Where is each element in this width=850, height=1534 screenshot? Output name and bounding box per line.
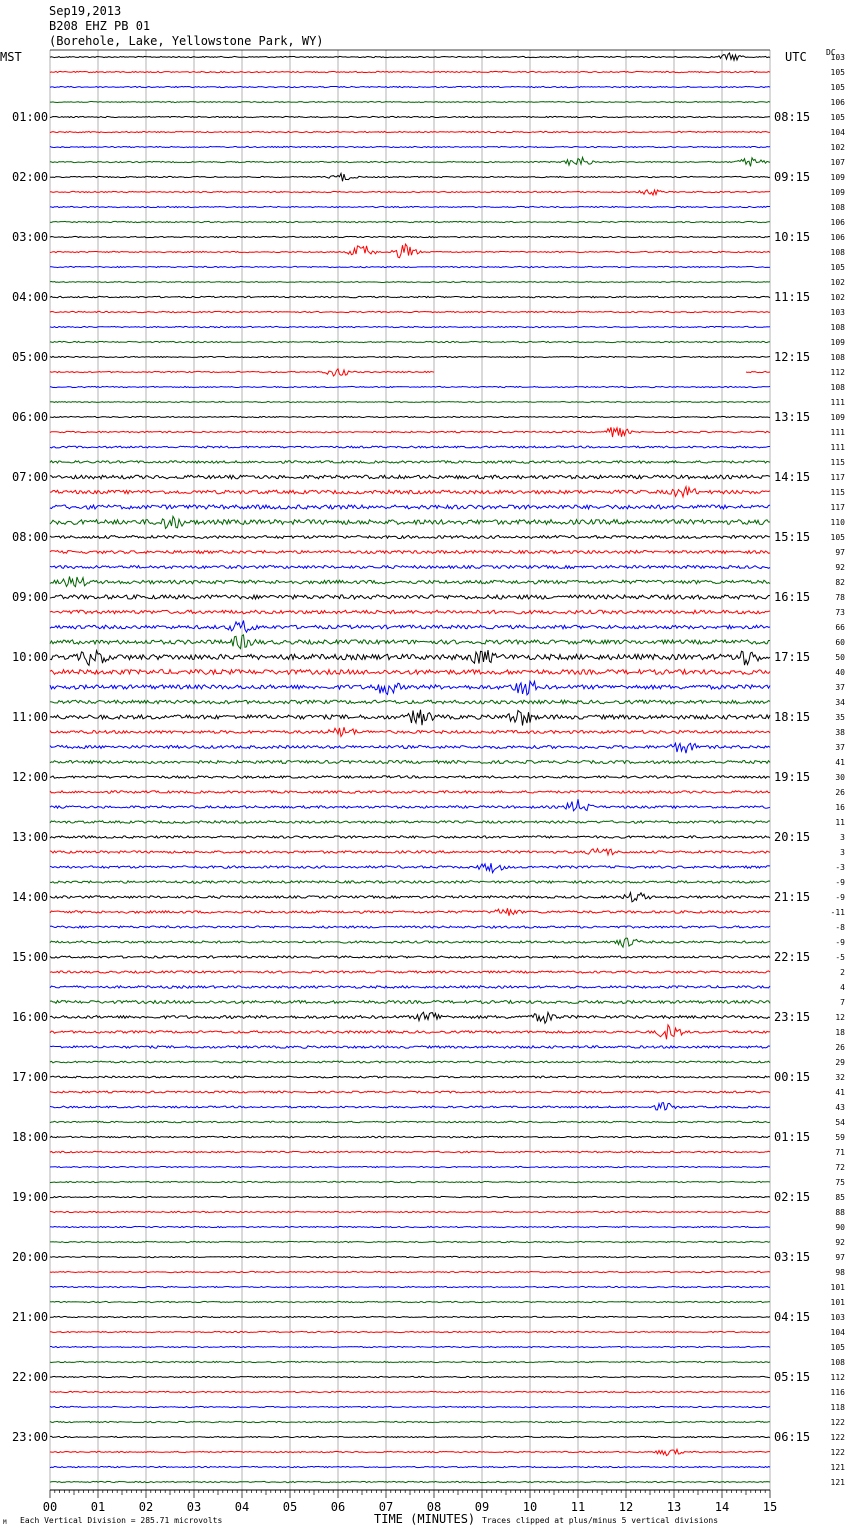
- trace-row: [50, 1241, 770, 1242]
- utc-hour-label: 20:15: [774, 830, 811, 844]
- dc-value: 92: [835, 1238, 845, 1247]
- dc-value: 111: [830, 443, 845, 452]
- dc-value: 2: [840, 968, 845, 977]
- dc-offset-labels: [831, 53, 846, 1487]
- trace-row: [50, 146, 770, 147]
- trace-row: [50, 863, 770, 873]
- trace-row: [50, 1271, 770, 1272]
- trace-row: [50, 173, 770, 181]
- trace-row: [50, 1316, 770, 1317]
- utc-hour-label: 04:15: [774, 1310, 811, 1324]
- trace-row: [50, 282, 770, 283]
- dc-value: 112: [830, 1373, 845, 1382]
- trace-row: [50, 1136, 770, 1137]
- utc-hour-label: 23:15: [774, 1010, 811, 1024]
- x-tick-label: 06: [330, 1500, 346, 1514]
- trace-row: [50, 1076, 770, 1078]
- mst-hour-label: 05:00: [12, 350, 49, 364]
- trace-row: [50, 206, 770, 207]
- trace-row: [50, 1061, 770, 1063]
- dc-value: 82: [835, 578, 845, 587]
- trace-row: [50, 516, 770, 528]
- dc-value: 73: [835, 608, 845, 617]
- utc-hour-label: 13:15: [774, 410, 811, 424]
- dc-value: 75: [835, 1178, 845, 1187]
- trace-row: [50, 1331, 770, 1332]
- dc-value: 106: [830, 233, 845, 242]
- dc-axis-label: DC: [826, 48, 836, 57]
- mst-hour-label: 17:00: [12, 1070, 49, 1084]
- mst-hour-label: 22:00: [12, 1370, 49, 1384]
- x-tick-label: 02: [138, 1500, 154, 1514]
- dc-value: 117: [830, 473, 845, 482]
- dc-value: 37: [835, 743, 845, 752]
- trace-row: [50, 761, 770, 764]
- trace-row: [50, 1151, 770, 1152]
- utc-hour-label: 06:15: [774, 1430, 811, 1444]
- dc-value: 16: [835, 803, 845, 812]
- footer-mark: M: [3, 1519, 7, 1526]
- dc-value: -8: [835, 923, 845, 932]
- dc-value: 40: [835, 668, 845, 677]
- utc-hour-label: 01:15: [774, 1130, 811, 1144]
- mst-axis-label: MST: [0, 50, 22, 64]
- trace-row: [50, 1211, 770, 1212]
- mst-hour-label: 18:00: [12, 1130, 49, 1144]
- trace-row: [50, 849, 770, 855]
- trace-row: [50, 505, 770, 509]
- trace-row: [50, 956, 770, 958]
- trace-row: [50, 1346, 770, 1347]
- trace-row: [50, 1025, 770, 1039]
- dc-value: 103: [830, 1313, 845, 1322]
- dc-value: 66: [835, 623, 845, 632]
- trace-row: [50, 1012, 770, 1023]
- dc-value: 108: [830, 383, 845, 392]
- x-tick-label: 01: [90, 1500, 106, 1514]
- dc-value: 105: [830, 263, 845, 272]
- dc-value: 115: [830, 488, 845, 497]
- dc-value: 7: [840, 998, 845, 1007]
- trace-row: [50, 1181, 770, 1182]
- x-tick-label: 11: [570, 1500, 586, 1514]
- dc-value: 122: [830, 1418, 845, 1427]
- trace-row: [50, 1286, 770, 1287]
- trace-group: [50, 53, 770, 1483]
- trace-row: [50, 986, 770, 988]
- trace-row: [50, 157, 770, 166]
- dc-value: 106: [830, 218, 845, 227]
- trace-row: [50, 116, 770, 117]
- x-tick-label: 15: [762, 1500, 778, 1514]
- trace-row: [50, 266, 770, 267]
- x-tick-label: 09: [474, 1500, 490, 1514]
- utc-hour-label: 03:15: [774, 1250, 811, 1264]
- dc-value: -9: [835, 938, 845, 947]
- dc-value: 26: [835, 1043, 845, 1052]
- x-axis-title: TIME (MINUTES): [374, 1512, 476, 1526]
- mst-hour-label: 21:00: [12, 1310, 49, 1324]
- trace-row: [50, 244, 770, 258]
- dc-value: 85: [835, 1193, 845, 1202]
- dc-value: 118: [830, 1403, 845, 1412]
- trace-row: [50, 700, 770, 704]
- trace-row: [50, 1406, 770, 1407]
- trace-row: [50, 1256, 770, 1257]
- dc-value: 3: [840, 848, 845, 857]
- x-tick-label: 10: [522, 1500, 538, 1514]
- date-label: Sep19,2013: [49, 4, 122, 18]
- mst-hour-label: 09:00: [12, 590, 49, 604]
- trace-row: [50, 595, 770, 599]
- x-tick-label: 03: [186, 1500, 202, 1514]
- dc-value: 97: [835, 1253, 845, 1262]
- dc-value: 108: [830, 1358, 845, 1367]
- dc-value: 110: [830, 518, 845, 527]
- dc-value: 105: [830, 113, 845, 122]
- mst-hour-label: 01:00: [12, 110, 49, 124]
- utc-hour-label: 11:15: [774, 290, 811, 304]
- dc-value: 41: [835, 758, 845, 767]
- dc-value: 103: [830, 53, 845, 62]
- dc-value: 103: [830, 308, 845, 317]
- x-tick-label: 08: [426, 1500, 442, 1514]
- x-tick-label: 00: [42, 1500, 58, 1514]
- trace-row: [50, 710, 770, 726]
- x-tick-label: 14: [714, 1500, 730, 1514]
- dc-value: 12: [835, 1013, 845, 1022]
- utc-hour-label: 05:15: [774, 1370, 811, 1384]
- trace-row: [50, 1449, 770, 1455]
- trace-row: [50, 461, 770, 463]
- trace-row: [50, 1226, 770, 1227]
- dc-value: 50: [835, 653, 845, 662]
- dc-value: -9: [835, 893, 845, 902]
- dc-value: 41: [835, 1088, 845, 1097]
- dc-value: 35: [835, 713, 845, 722]
- trace-row: [50, 1481, 770, 1482]
- trace-row: [50, 131, 770, 132]
- trace-row: [50, 86, 770, 87]
- dc-value: 106: [830, 98, 845, 107]
- dc-value: 101: [830, 1298, 845, 1307]
- dc-value: 116: [830, 1388, 845, 1397]
- x-tick-label: 12: [618, 1500, 634, 1514]
- trace-row: [50, 1361, 770, 1362]
- trace-row: [50, 326, 770, 327]
- utc-axis-label: UTC: [785, 50, 807, 64]
- clip-note: Traces clipped at plus/minus 5 vertical divisions: [482, 1516, 719, 1525]
- dc-value: 121: [830, 1478, 845, 1487]
- trace-row: [50, 610, 770, 614]
- utc-hour-label: 18:15: [774, 710, 811, 724]
- x-tick-label: 05: [282, 1500, 298, 1514]
- dc-value: 34: [835, 698, 845, 707]
- dc-value: -9: [835, 878, 845, 887]
- dc-value: 72: [835, 1163, 845, 1172]
- dc-value: 98: [835, 1268, 845, 1277]
- trace-row: [50, 296, 770, 297]
- dc-value: 115: [830, 458, 845, 467]
- trace-row: [50, 236, 770, 237]
- dc-value: -5: [835, 953, 845, 962]
- dc-value: 109: [830, 173, 845, 182]
- mst-hour-label: 14:00: [12, 890, 49, 904]
- utc-hour-label: 17:15: [774, 650, 811, 664]
- x-tick-label: 13: [666, 1500, 682, 1514]
- dc-value: 38: [835, 728, 845, 737]
- utc-hour-label: 16:15: [774, 590, 811, 604]
- trace-row: [50, 908, 770, 916]
- dc-value: 29: [835, 1058, 845, 1067]
- utc-hour-label: 15:15: [774, 530, 811, 544]
- trace-row: [50, 102, 770, 103]
- dc-value: 105: [830, 83, 845, 92]
- dc-value: 71: [835, 1148, 845, 1157]
- mst-hour-label: 15:00: [12, 950, 49, 964]
- utc-hour-label: 08:15: [774, 110, 811, 124]
- hour-labels: [12, 110, 810, 1444]
- trace-row: [50, 1001, 770, 1004]
- trace-row: [50, 621, 770, 633]
- trace-row: [50, 893, 770, 902]
- dc-value: 111: [830, 428, 845, 437]
- trace-row: [50, 369, 770, 376]
- mst-hour-label: 12:00: [12, 770, 49, 784]
- dc-value: 107: [830, 158, 845, 167]
- dc-value: 122: [830, 1448, 845, 1457]
- dc-value: 109: [830, 188, 845, 197]
- trace-row: [50, 1301, 770, 1302]
- mst-hour-label: 20:00: [12, 1250, 49, 1264]
- mst-hour-label: 16:00: [12, 1010, 49, 1024]
- trace-row: [50, 356, 770, 357]
- dc-value: 121: [830, 1463, 845, 1472]
- dc-value: 112: [830, 368, 845, 377]
- trace-row: [50, 938, 770, 947]
- mst-hour-label: 07:00: [12, 470, 49, 484]
- utc-hour-label: 02:15: [774, 1190, 811, 1204]
- dc-value: 105: [830, 68, 845, 77]
- utc-hour-label: 21:15: [774, 890, 811, 904]
- trace-row: [50, 791, 770, 793]
- dc-value: 108: [830, 203, 845, 212]
- division-note: Each Vertical Division = 285.71 microvolts: [20, 1516, 223, 1525]
- dc-value: 4: [840, 983, 845, 992]
- trace-row: [50, 799, 770, 811]
- utc-hour-label: 22:15: [774, 950, 811, 964]
- dc-value: 78: [835, 593, 845, 602]
- utc-hour-label: 14:15: [774, 470, 811, 484]
- trace-row: [50, 341, 770, 342]
- dc-value: 105: [830, 533, 845, 542]
- mst-hour-label: 10:00: [12, 650, 49, 664]
- mst-hour-label: 06:00: [12, 410, 49, 424]
- trace-row: [50, 487, 770, 497]
- trace-row: [50, 1103, 770, 1110]
- trace-row: [50, 650, 770, 665]
- trace-row: [50, 1421, 770, 1422]
- trace-row: [50, 475, 770, 479]
- trace-row: [50, 821, 770, 823]
- dc-value: 102: [830, 143, 845, 152]
- trace-row: [50, 881, 770, 883]
- trace-row: [50, 386, 770, 387]
- dc-value: 108: [830, 323, 845, 332]
- dc-value: 109: [830, 413, 845, 422]
- dc-value: 102: [830, 278, 845, 287]
- location-label: (Borehole, Lake, Yellowstone Park, WY): [49, 34, 324, 48]
- dc-value: 111: [830, 398, 845, 407]
- dc-value: 54: [835, 1118, 845, 1127]
- time-axis: [43, 1490, 777, 1514]
- dc-value: -11: [830, 908, 845, 917]
- mst-hour-label: 23:00: [12, 1430, 49, 1444]
- trace-row: [50, 1046, 770, 1048]
- dc-value: 108: [830, 353, 845, 362]
- dc-value: 37: [835, 683, 845, 692]
- dc-value: 104: [830, 1328, 845, 1337]
- mst-hour-label: 19:00: [12, 1190, 49, 1204]
- trace-row: [50, 1391, 770, 1392]
- utc-hour-label: 09:15: [774, 170, 811, 184]
- trace-row: [50, 71, 770, 72]
- dc-value: 117: [830, 503, 845, 512]
- dc-value: 60: [835, 638, 845, 647]
- dc-value: 109: [830, 338, 845, 347]
- dc-value: 122: [830, 1433, 845, 1442]
- dc-value: 11: [835, 818, 845, 827]
- trace-row: [50, 776, 770, 778]
- trace-row: [50, 681, 770, 695]
- trace-row: [50, 727, 770, 736]
- trace-row: [50, 1376, 770, 1377]
- trace-row: [50, 402, 770, 403]
- trace-row: [50, 427, 770, 437]
- trace-row: [50, 743, 770, 753]
- mst-hour-label: 08:00: [12, 530, 49, 544]
- dc-value: 88: [835, 1208, 845, 1217]
- trace-row: [50, 53, 770, 60]
- dc-value: 30: [835, 773, 845, 782]
- mst-hour-label: 02:00: [12, 170, 49, 184]
- trace-row: [50, 577, 770, 587]
- dc-value: 18: [835, 1028, 845, 1037]
- trace-row: [50, 416, 770, 417]
- trace-row: [50, 536, 770, 539]
- dc-value: 104: [830, 128, 845, 137]
- x-tick-label: 04: [234, 1500, 250, 1514]
- trace-row: [50, 670, 770, 675]
- trace-row: [50, 1196, 770, 1197]
- dc-value: 26: [835, 788, 845, 797]
- dc-value: 97: [835, 548, 845, 557]
- trace-row: [50, 1121, 770, 1122]
- station-label: B208 EHZ PB 01: [49, 19, 151, 33]
- trace-row: [50, 551, 770, 554]
- utc-hour-label: 19:15: [774, 770, 811, 784]
- trace-row: [50, 1466, 770, 1467]
- x-tick-label: 07: [378, 1500, 394, 1514]
- trace-row: [50, 971, 770, 973]
- trace-row: [50, 221, 770, 222]
- trace-row: [50, 566, 770, 569]
- dc-value: 32: [835, 1073, 845, 1082]
- trace-row: [50, 926, 770, 928]
- trace-row: [50, 635, 770, 649]
- utc-hour-label: 12:15: [774, 350, 811, 364]
- trace-row: [50, 1436, 770, 1437]
- dc-value: 101: [830, 1283, 845, 1292]
- dc-value: 102: [830, 293, 845, 302]
- trace-row: [50, 1166, 770, 1167]
- mst-hour-label: 11:00: [12, 710, 49, 724]
- dc-value: 92: [835, 563, 845, 572]
- dc-value: 90: [835, 1223, 845, 1232]
- trace-row: [50, 836, 770, 838]
- trace-row: [50, 190, 770, 195]
- dc-value: 43: [835, 1103, 845, 1112]
- dc-value: 105: [830, 1343, 845, 1352]
- mst-hour-label: 13:00: [12, 830, 49, 844]
- trace-row: [50, 311, 770, 312]
- dc-value: 59: [835, 1133, 845, 1142]
- utc-hour-label: 10:15: [774, 230, 811, 244]
- dc-value: -3: [835, 863, 845, 872]
- utc-hour-label: 00:15: [774, 1070, 811, 1084]
- dc-value: 3: [840, 833, 845, 842]
- mst-hour-label: 03:00: [12, 230, 49, 244]
- mst-hour-label: 04:00: [12, 290, 49, 304]
- dc-value: 108: [830, 248, 845, 257]
- trace-row: [50, 1091, 770, 1093]
- trace-row: [50, 446, 770, 448]
